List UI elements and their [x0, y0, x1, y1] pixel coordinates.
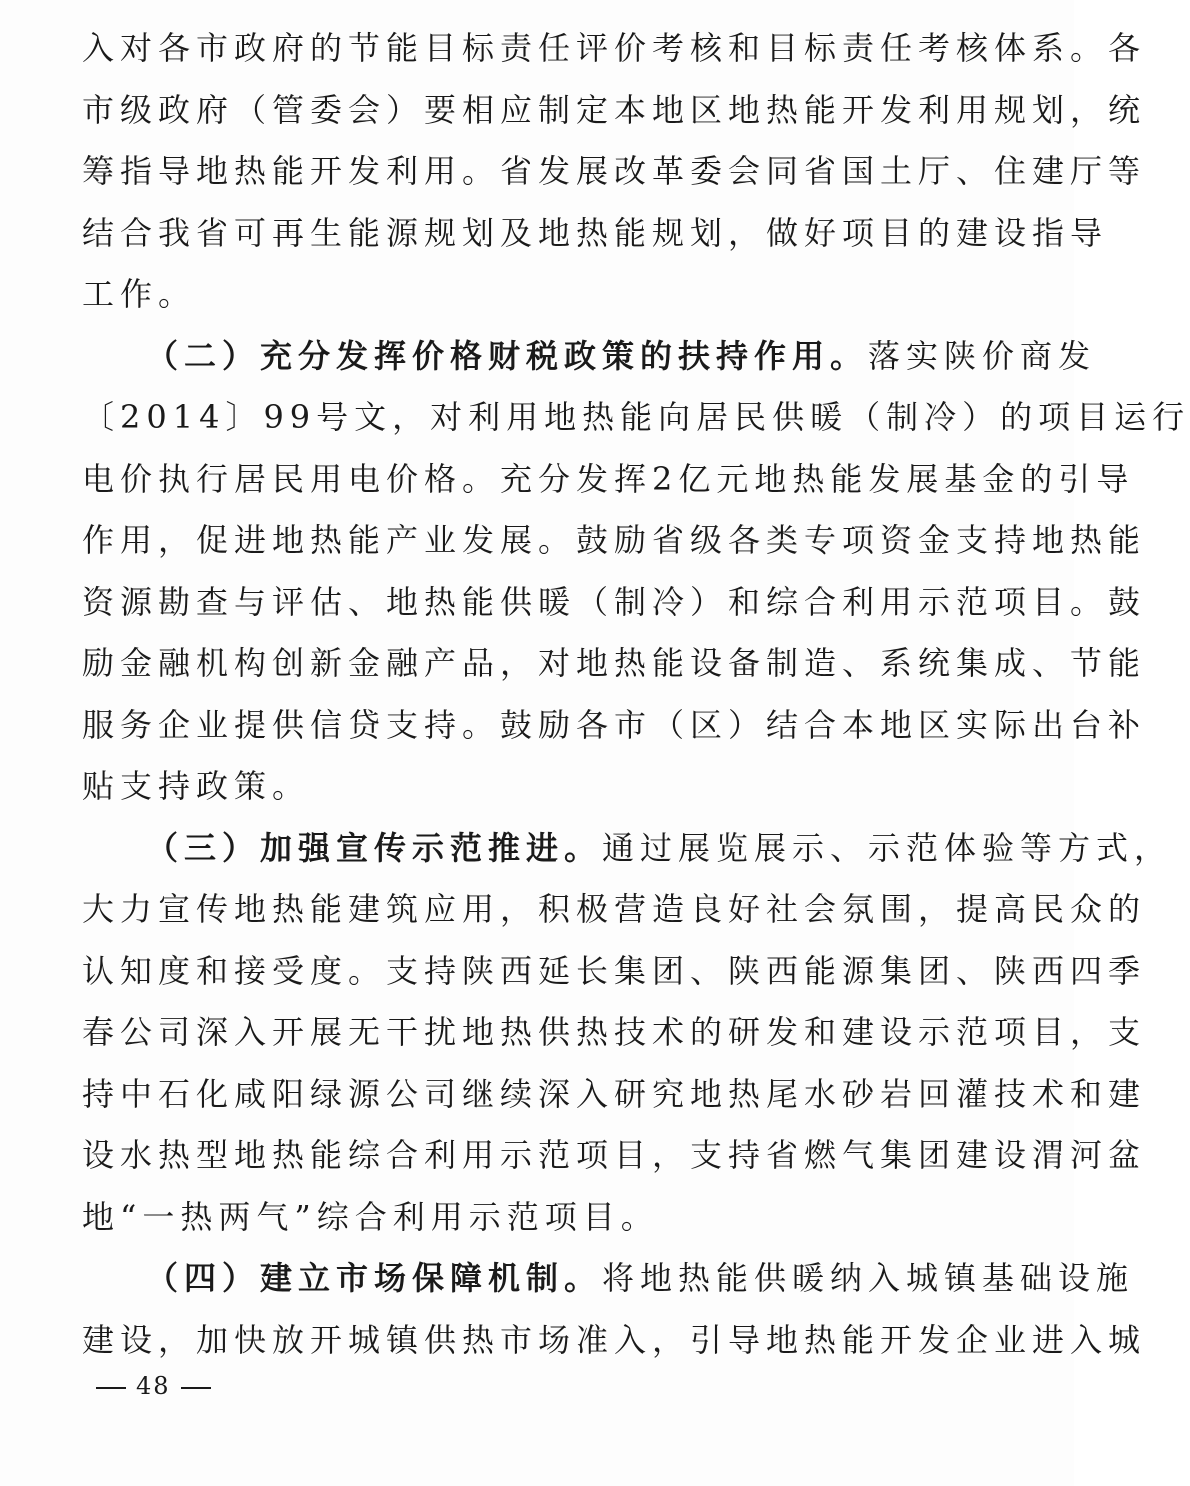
text-span: 将地热能供暖纳入城镇基础设施	[602, 1259, 1135, 1297]
section-paragraph-start	[82, 326, 1097, 388]
text-line: 结合我省可再生能源规划及地热能规划，做好项目的建设指导	[82, 213, 1109, 252]
text-line: 市级政府（管委会）要相应制定本地区地热能开发利用规划，统	[82, 90, 1147, 129]
section-paragraph-start	[82, 818, 1173, 880]
text-line: 作用，促进地热能产业发展。鼓励省级各类专项资金支持地热能	[82, 521, 1147, 559]
text-line: 贴支持政策。	[82, 767, 311, 805]
text-line: 资源勘查与评估、地热能供暖（制冷）和综合利用示范项目。鼓	[82, 582, 1147, 621]
text-line: 入对各市政府的节能目标责任评价考核和目标责任考核体系。各	[82, 29, 1147, 67]
text-line: 工作。	[82, 275, 197, 313]
text-line: 电价执行居民用电价格。充分发挥2亿元地热能发展基金的引导	[82, 459, 1135, 498]
section-heading: （三）加强宣传示范推进。	[146, 828, 603, 867]
section-paragraph-start	[82, 1248, 1135, 1310]
text-line: 励金融机构创新金融产品，对地热能设备制造、系统集成、节能	[82, 644, 1147, 682]
page-number-dash-right	[181, 1387, 211, 1389]
section-heading: （二）充分发挥价格财税政策的扶持作用。	[146, 336, 869, 375]
page-number	[86, 1372, 221, 1400]
page-number-dash-left	[96, 1387, 126, 1389]
text-line: 〔2014〕99号文，对利用地热能向居民供暖（制冷）的项目运行	[82, 398, 1190, 436]
body-text	[82, 18, 1190, 1371]
section-heading: （四）建立市场保障机制。	[146, 1259, 603, 1297]
text-line: 大力宣传地热能建筑应用，积极营造良好社会氛围，提高民众的	[82, 890, 1147, 928]
text-span: 通过展览展示、示范体验等方式，	[602, 828, 1173, 867]
text-span: 落实陕价商发	[868, 336, 1097, 375]
text-line: 持中石化咸阳绿源公司继续深入研究地热尾水砂岩回灌技术和建	[82, 1074, 1147, 1113]
text-line: 设水热型地热能综合利用示范项目，支持省燃气集团建设渭河盆	[82, 1136, 1147, 1174]
text-line: 建设，加快放开城镇供热市场准入，引导地热能开发企业进入城	[82, 1320, 1147, 1359]
text-line: 服务企业提供信贷支持。鼓励各市（区）结合本地区实际出台补	[82, 705, 1147, 744]
text-line: 认知度和接受度。支持陕西延长集团、陕西能源集团、陕西四季	[82, 951, 1147, 990]
page-number-value: 48	[136, 1372, 171, 1400]
text-line: 筹指导地热能开发利用。省发展改革委会同省国土厅、住建厅等	[82, 152, 1147, 190]
text-line: 地“一热两气”综合利用示范项目。	[82, 1197, 659, 1236]
text-line: 春公司深入开展无干扰地热供热技术的研发和建设示范项目，支	[82, 1013, 1147, 1051]
